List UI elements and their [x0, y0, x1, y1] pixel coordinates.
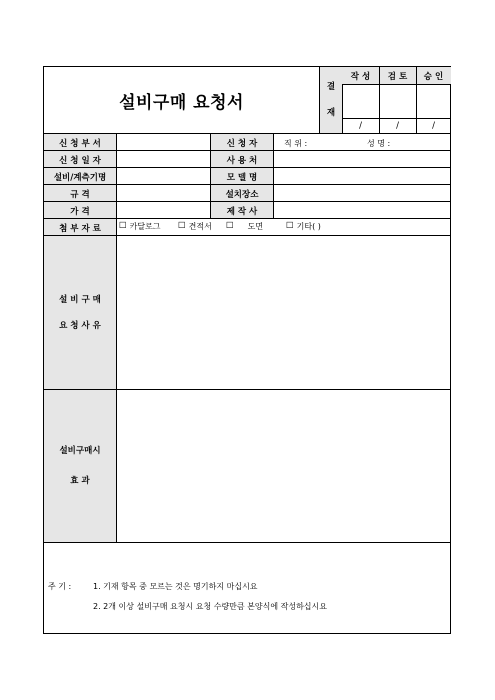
name-label: 성 명 :: [367, 139, 391, 148]
equipment-field[interactable]: [117, 168, 210, 185]
option-label: 카달로그: [129, 221, 161, 231]
option-catalog[interactable]: [119, 219, 161, 233]
approval-col-reviewer: 검 토: [379, 67, 416, 84]
attach-label: 첨 부 자 료: [44, 219, 116, 236]
effect-field[interactable]: [117, 390, 451, 542]
reason-label: [44, 236, 116, 389]
maker-field[interactable]: [274, 202, 451, 219]
reason-label-line2: 요 청 사 유: [59, 320, 101, 331]
form-title: 설비구매 요청서: [119, 92, 244, 113]
spec-field[interactable]: [117, 185, 210, 202]
usage-field[interactable]: [274, 151, 451, 168]
option-quote[interactable]: [178, 219, 212, 233]
option-label: 도면: [247, 221, 264, 231]
attach-options: [117, 219, 451, 235]
option-other[interactable]: [286, 219, 321, 233]
equipment-label: 설비/계측기명: [44, 168, 116, 185]
notes-label: 주 기 :: [48, 582, 72, 591]
option-label: 기타( ): [296, 221, 321, 231]
applicant-label: 신 청 자: [211, 134, 273, 151]
date-label: 신 청 일 자: [44, 151, 116, 168]
approval-date-approver: /: [432, 120, 435, 131]
position-label: 직 위 :: [284, 139, 308, 148]
note-item-1: 1. 기재 항목 중 모르는 것은 명기하지 마십시요: [93, 582, 258, 591]
approval-label-top: 결: [326, 82, 336, 92]
effect-label-line1: 설비구매시: [59, 446, 101, 456]
date-field[interactable]: [117, 151, 210, 168]
approval-date-writer: /: [359, 120, 362, 131]
effect-label-line2: 효 과: [70, 476, 90, 486]
reason-label-line1: 설 비 구 매: [59, 294, 101, 305]
dept-label: 신 청 부 서: [44, 134, 116, 151]
model-label: 모 델 명: [211, 168, 273, 185]
dept-field[interactable]: [117, 134, 210, 151]
approval-col-approver: 승 인: [416, 67, 451, 84]
model-field[interactable]: [274, 168, 451, 185]
maker-label: 제 작 사: [211, 202, 273, 219]
approval-col-writer: 작 성: [342, 67, 379, 84]
purchase-request-form: [43, 66, 451, 634]
checkbox-icon[interactable]: ☐: [119, 221, 127, 231]
location-label: 설치장소: [211, 185, 273, 202]
usage-label: 사 용 처: [211, 151, 273, 168]
spec-label: 규 격: [44, 185, 116, 202]
checkbox-icon[interactable]: ☐: [286, 221, 294, 231]
reason-field[interactable]: [117, 236, 451, 389]
checkbox-icon[interactable]: ☐: [226, 221, 234, 231]
checkbox-icon[interactable]: ☐: [178, 221, 186, 231]
approval-date-reviewer: /: [396, 120, 399, 131]
location-field[interactable]: [274, 185, 451, 202]
approval-label-bottom: 재: [326, 108, 336, 118]
option-drawing[interactable]: [226, 219, 263, 233]
effect-label: [44, 390, 116, 542]
price-field[interactable]: [117, 202, 210, 219]
approval-label: [320, 67, 342, 133]
note-item-2: 2. 2개 이상 설비구매 요청시 요청 수량만큼 본양식에 작성하십시요: [93, 602, 327, 611]
option-label: 견적서: [188, 221, 212, 231]
price-label: 가 격: [44, 202, 116, 219]
